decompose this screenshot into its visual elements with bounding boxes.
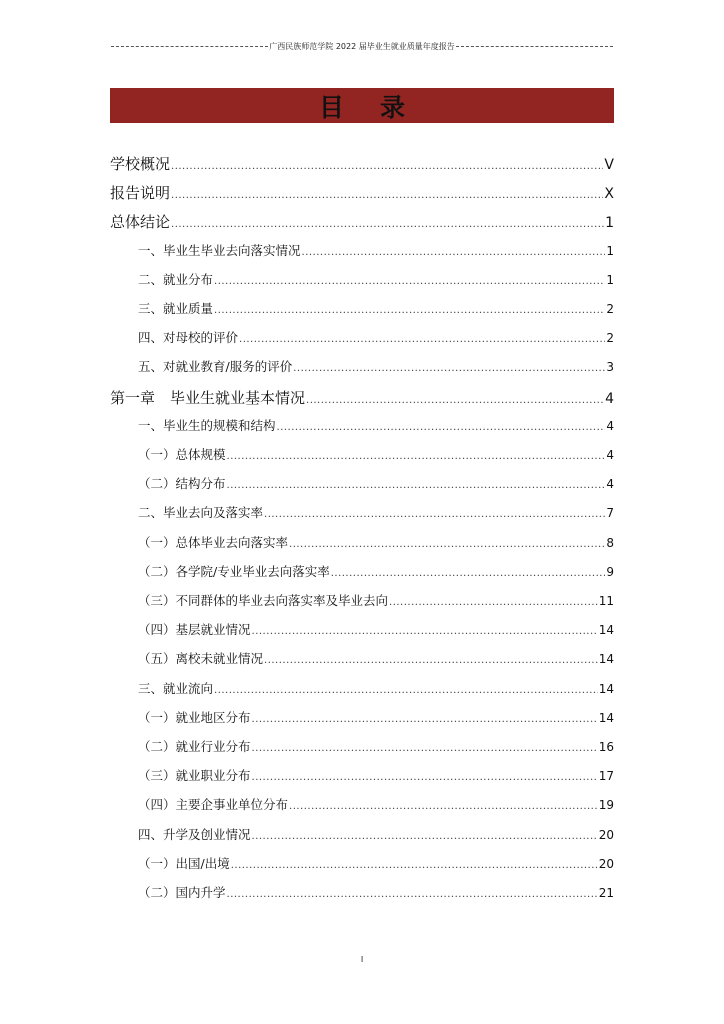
toc-entry[interactable] [110, 153, 614, 174]
toc-leader-dots [214, 276, 605, 287]
toc-entry-label: （一）总体毕业去向落实率 [138, 534, 289, 550]
toc-entry-page: 14 [598, 710, 614, 725]
toc-entry-page: 16 [598, 740, 614, 754]
toc-entry-label: 报告说明 [110, 184, 171, 203]
toc-entry-label: 三、就业质量 [138, 301, 214, 316]
toc-entry-label: （三）不同群体的毕业去向落实率及毕业去向 [138, 593, 389, 608]
toc-leader-dots [264, 655, 598, 666]
toc-entry[interactable] [138, 649, 614, 667]
toc-entry-label: 一、毕业生的规模和结构 [138, 417, 276, 433]
toc-entry-label: （二）就业行业分布 [138, 739, 251, 754]
toc-entry[interactable] [138, 357, 614, 375]
toc-leader-dots [171, 161, 603, 172]
toc-entry-page: 20 [598, 827, 614, 842]
toc-entry-page: 4 [606, 448, 614, 462]
toc-entry[interactable] [138, 883, 614, 901]
toc-entry-label: 总体结论 [110, 213, 171, 232]
toc-entry[interactable] [110, 182, 614, 203]
toc-leader-dots [264, 509, 605, 520]
toc-entry[interactable] [138, 562, 614, 580]
toc-entry[interactable] [138, 474, 614, 492]
toc-entry-label: （一）出国/出境 [138, 855, 230, 871]
toc-leader-dots [214, 305, 605, 316]
toc-entry-page: 19 [598, 798, 614, 813]
toc-entry[interactable] [138, 854, 614, 872]
toc-entry[interactable] [110, 211, 614, 232]
toc-leader-dots [252, 714, 598, 725]
toc-leader-dots [171, 219, 604, 230]
toc-leader-dots [171, 190, 603, 201]
toc-entry-page: 14 [598, 681, 614, 696]
toc-entry-page: 8 [606, 535, 614, 550]
toc-leader-dots [293, 363, 605, 374]
toc-entry-page: 17 [598, 769, 614, 784]
toc-entry-page: 2 [606, 302, 614, 316]
toc-entry[interactable] [138, 591, 614, 609]
toc-entry-page: 9 [606, 564, 614, 579]
toc-leader-dots [214, 685, 598, 696]
toc-entry-label: 四、升学及创业情况 [138, 826, 251, 842]
toc-leader-dots [252, 743, 598, 754]
toc-leader-dots [227, 889, 598, 900]
toc-entry[interactable] [138, 620, 614, 638]
toc-entry[interactable] [138, 503, 614, 521]
toc-entry-label: （四）基层就业情况 [138, 622, 251, 638]
toc-entry[interactable] [138, 708, 614, 726]
toc-entry-label: （二）国内升学 [138, 885, 226, 900]
toc-entry-page: 1 [606, 272, 614, 287]
toc-leader-dots [277, 422, 606, 433]
toc-entry-label: （二）结构分布 [138, 476, 226, 492]
toc-leader-dots [306, 395, 604, 406]
toc-entry-label: 二、毕业去向及落实率 [138, 505, 264, 521]
toc-entry-page: 3 [606, 360, 614, 375]
toc-entry[interactable] [138, 241, 614, 259]
header-text: 广西民族师范学院 2022 届毕业生就业质量年度报告 [269, 42, 455, 51]
toc-leader-dots [331, 568, 606, 579]
toc-entry[interactable] [138, 416, 614, 434]
toc-entry-page: 11 [598, 594, 614, 608]
toc-title-bar [110, 88, 614, 123]
toc-entry[interactable] [138, 299, 614, 317]
toc-entry[interactable] [138, 533, 614, 551]
toc-entry-label: 四、对母校的评价 [138, 330, 239, 346]
header-right-rule [456, 46, 613, 47]
toc-leader-dots [389, 597, 598, 608]
toc-entry[interactable] [138, 737, 614, 755]
toc-entry[interactable] [138, 270, 614, 288]
toc-entry-label: 二、就业分布 [138, 271, 214, 287]
toc-entry[interactable] [138, 328, 614, 346]
toc-leader-dots [239, 334, 605, 345]
toc-entry-label: 学校概况 [110, 155, 171, 173]
toc-leader-dots [252, 772, 598, 783]
toc-entry[interactable] [138, 445, 614, 463]
toc-entry-label: 一、毕业生毕业去向落实情况 [138, 242, 301, 258]
toc-leader-dots [302, 247, 606, 258]
toc-title: 目录 [318, 92, 441, 122]
toc-entry[interactable] [138, 766, 614, 784]
toc-entry-label: （一）就业地区分布 [138, 709, 251, 725]
toc-entry-page: 4 [606, 477, 614, 492]
toc-entry-label: （三）就业职业分布 [138, 768, 251, 784]
header-left-rule [111, 46, 268, 47]
toc-entry-page: V [604, 157, 614, 173]
toc-entry-page: 7 [606, 506, 614, 521]
toc-leader-dots [227, 451, 606, 462]
page-number: I [360, 955, 364, 964]
toc-leader-dots [252, 626, 598, 637]
toc-entry[interactable] [110, 387, 614, 408]
toc-entry-label: 第一章 毕业生就业基本情况 [110, 388, 306, 407]
toc-entry-page: 21 [598, 886, 614, 900]
toc-leader-dots [252, 831, 598, 842]
toc-entry-page: 20 [598, 856, 614, 871]
toc-entry-label: 三、就业流向 [138, 680, 214, 696]
toc-entry-label: （一）总体规模 [138, 447, 226, 462]
toc-entry-page: 1 [605, 215, 614, 232]
toc-entry-label: 五、对就业教育/服务的评价 [138, 359, 293, 375]
toc-entry-page: 4 [605, 390, 614, 407]
running-header [110, 41, 614, 52]
toc-entry[interactable] [138, 825, 614, 843]
toc-entry[interactable] [138, 795, 614, 813]
toc-entry-page: 4 [606, 418, 614, 433]
toc-leader-dots [289, 801, 598, 812]
toc-entry-page: 1 [606, 243, 614, 258]
toc-entry-page: 14 [598, 623, 614, 638]
toc-leader-dots [289, 539, 605, 550]
toc-entry[interactable] [138, 679, 614, 697]
toc-entry-page: 2 [606, 331, 614, 346]
toc-entry-page: 14 [598, 652, 614, 667]
toc-entry-label: （四）主要企事业单位分布 [138, 797, 289, 813]
toc-entry-page: X [604, 186, 614, 203]
toc-entry-label: （二）各学院/专业毕业去向落实率 [138, 563, 330, 579]
toc-leader-dots [227, 480, 606, 491]
toc-entry-label: （五）离校未就业情况 [138, 651, 264, 667]
toc-leader-dots [231, 860, 598, 871]
